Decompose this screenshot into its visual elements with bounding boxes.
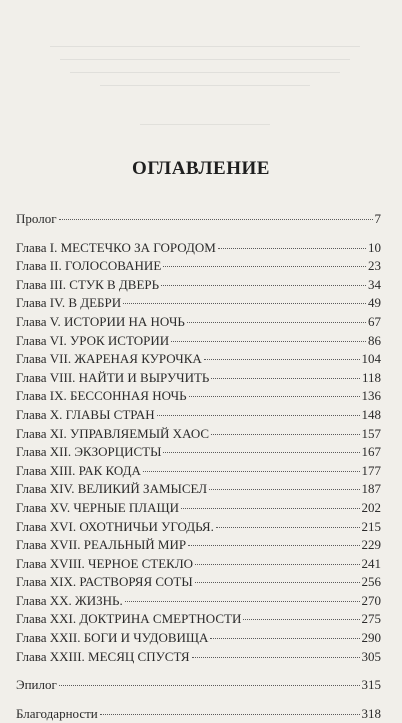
toc-entry[interactable] <box>16 629 381 648</box>
toc-entry-page: 34 <box>368 276 381 292</box>
toc-entry-label: Глава XIII. РАК КОДА <box>16 462 141 478</box>
toc-entry-page: 187 <box>361 481 381 497</box>
toc-entry-page: 86 <box>368 332 381 348</box>
toc-entry-page: 148 <box>361 406 381 422</box>
toc-entry-page: 67 <box>368 313 381 329</box>
toc-entry-label: Глава XIV. ВЕЛИКИЙ ЗАМЫСЕЛ <box>16 481 208 497</box>
show-through-artifact <box>40 120 370 130</box>
toc-entry[interactable] <box>16 294 381 313</box>
dot-leader <box>100 714 360 715</box>
toc-entry-label: Глава V. ИСТОРИИ НА НОЧЬ <box>16 313 185 329</box>
toc-entry[interactable] <box>16 592 381 611</box>
toc-entry[interactable] <box>16 350 381 369</box>
dot-leader <box>216 527 360 528</box>
dot-leader <box>211 378 360 379</box>
dot-leader <box>187 322 366 323</box>
toc-entry-page: 49 <box>368 295 381 311</box>
toc-entry-label: Глава XXII. БОГИ И ЧУДОВИЩА <box>16 630 209 646</box>
dot-leader <box>163 452 359 453</box>
toc-entry-page: 275 <box>361 611 381 627</box>
dot-leader <box>171 341 366 342</box>
toc-entry-page: 157 <box>361 425 381 441</box>
toc-entry[interactable] <box>16 257 381 276</box>
toc-entry-page: 256 <box>361 574 381 590</box>
toc-entry-label: Глава IV. В ДЕБРИ <box>16 295 122 311</box>
toc-entry[interactable] <box>16 536 381 555</box>
page-title: ОГЛАВЛЕНИЕ <box>132 158 270 179</box>
toc-entry-page: 23 <box>368 258 381 274</box>
toc-entry[interactable] <box>16 518 381 537</box>
dot-leader <box>157 415 360 416</box>
toc-entry-label: Эпилог <box>16 677 57 693</box>
toc-entry[interactable] <box>16 239 381 258</box>
toc-entry-page: 136 <box>361 388 381 404</box>
dot-leader <box>204 359 360 360</box>
toc-entry-page: 118 <box>361 369 381 385</box>
table-of-contents <box>16 210 381 723</box>
toc-entry-label: Глава XVI. ОХОТНИЧЬИ УГОДЬЯ. <box>16 518 214 534</box>
toc-entry-label: Глава II. ГОЛОСОВАНИЕ <box>16 258 162 274</box>
toc-entry[interactable] <box>16 648 381 667</box>
toc-entry-label: Глава XII. ЭКЗОРЦИСТЫ <box>16 444 162 460</box>
toc-entry-label: Глава VIII. НАЙТИ И ВЫРУЧИТЬ <box>16 369 210 385</box>
toc-entry-label: Глава I. МЕСТЕЧКО ЗА ГОРОДОМ <box>16 239 216 255</box>
toc-entry[interactable] <box>16 480 381 499</box>
toc-entry-label: Глава XXI. ДОКТРИНА СМЕРТНОСТИ <box>16 611 242 627</box>
toc-entry-label: Глава XIX. РАСТВОРЯЯ СОТЫ <box>16 574 193 590</box>
toc-entry[interactable] <box>16 406 381 425</box>
toc-entry[interactable] <box>16 573 381 592</box>
toc-entry-label: Глава III. СТУК В ДВЕРЬ <box>16 276 160 292</box>
toc-entry-label: Пролог <box>16 211 57 226</box>
toc-entry-page: 318 <box>361 705 381 721</box>
toc-entry-label: Глава XI. УПРАВЛЯЕМЫЙ ХАОС <box>16 425 210 441</box>
dot-leader <box>161 285 366 286</box>
dot-leader <box>59 685 360 686</box>
toc-entry-page: 104 <box>361 351 381 367</box>
toc-entry-page: 241 <box>361 555 381 571</box>
dot-leader <box>192 657 360 658</box>
toc-entry-label: Глава VI. УРОК ИСТОРИИ <box>16 332 170 348</box>
toc-entry-page: 167 <box>361 444 381 460</box>
toc-entry-label: Глава IX. БЕССОННАЯ НОЧЬ <box>16 388 187 404</box>
toc-entry-label: Глава VII. ЖАРЕНАЯ КУРОЧКА <box>16 351 202 367</box>
toc-entry[interactable] <box>16 425 381 444</box>
dot-leader <box>243 619 359 620</box>
toc-entry-page: 202 <box>361 499 381 515</box>
toc-entry-page: 7 <box>374 211 381 226</box>
dot-leader <box>163 266 366 267</box>
toc-entry-page: 305 <box>361 648 381 664</box>
toc-entry-label: Глава XVII. РЕАЛЬНЫЙ МИР <box>16 537 187 553</box>
toc-entry-acknowledgements[interactable] <box>16 705 381 723</box>
dot-leader <box>143 471 360 472</box>
toc-entry-page: 315 <box>361 677 381 693</box>
toc-entry-label: Глава X. ГЛАВЫ СТРАН <box>16 406 155 422</box>
toc-entry[interactable] <box>16 443 381 462</box>
toc-entry-page: 290 <box>361 630 381 646</box>
toc-entry-label: Глава XX. ЖИЗНЬ. <box>16 592 123 608</box>
toc-entry[interactable] <box>16 332 381 351</box>
toc-entry[interactable] <box>16 499 381 518</box>
toc-entry[interactable] <box>16 387 381 406</box>
dot-leader <box>188 545 359 546</box>
toc-entry[interactable] <box>16 610 381 629</box>
dot-leader <box>218 248 366 249</box>
toc-entry-label: Глава XV. ЧЕРНЫЕ ПЛАЩИ <box>16 499 180 515</box>
dot-leader <box>181 508 359 509</box>
dot-leader <box>210 638 359 639</box>
toc-entry[interactable] <box>16 369 381 388</box>
toc-entry-page: 229 <box>361 537 381 553</box>
show-through-artifact <box>40 40 370 100</box>
dot-leader <box>211 434 359 435</box>
dot-leader <box>59 219 373 220</box>
dot-leader <box>195 564 359 565</box>
toc-entry-label: Глава XXIII. МЕСЯЦ СПУСТЯ <box>16 648 190 664</box>
toc-entry-page: 270 <box>361 592 381 608</box>
toc-entry-page: 215 <box>361 518 381 534</box>
dot-leader <box>189 396 360 397</box>
toc-entry-label: Благодарности <box>16 705 98 721</box>
dot-leader <box>195 582 360 583</box>
toc-entry[interactable] <box>16 276 381 295</box>
toc-entry-epilogue[interactable] <box>16 676 381 695</box>
dot-leader <box>123 303 366 304</box>
toc-entry-page: 10 <box>368 239 381 255</box>
dot-leader <box>209 489 359 490</box>
toc-entry-prologue[interactable] <box>16 210 381 229</box>
toc-entry[interactable] <box>16 462 381 481</box>
toc-entry-label: Глава XVIII. ЧЕРНОЕ СТЕКЛО <box>16 555 194 571</box>
toc-entry[interactable] <box>16 313 381 332</box>
toc-entry[interactable] <box>16 555 381 574</box>
dot-leader <box>125 601 360 602</box>
toc-entry-page: 177 <box>361 462 381 478</box>
